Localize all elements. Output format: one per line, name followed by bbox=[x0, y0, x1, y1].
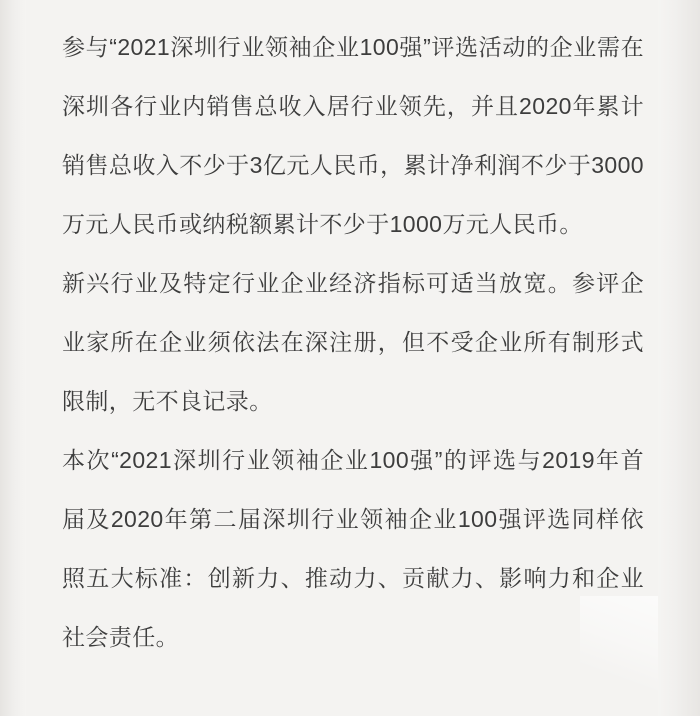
paragraph-2: 新兴行业及特定行业企业经济指标可适当放宽。参评企业家所在企业须依法在深注册，但不受企业所有制形式限制，无不良记录。 bbox=[62, 270, 644, 414]
paragraph-1: 参与“2021深圳行业领袖企业100强”评选活动的企业需在深圳各行业内销售总收入居行业领先，并且2020年累计销售总收入不少于3亿元人民币，累计净利润不少于3000万元人民币或纳税额累计不少于1000万元人民币。 bbox=[62, 34, 644, 237]
paragraph-3: 本次“2021深圳行业领袖企业100强”的评选与2019年首届及2020年第二届深圳行业领袖企业100强评选同样依照五大标准：创新力、推动力、贡献力、影响力和企业社会责任。 bbox=[62, 447, 644, 650]
